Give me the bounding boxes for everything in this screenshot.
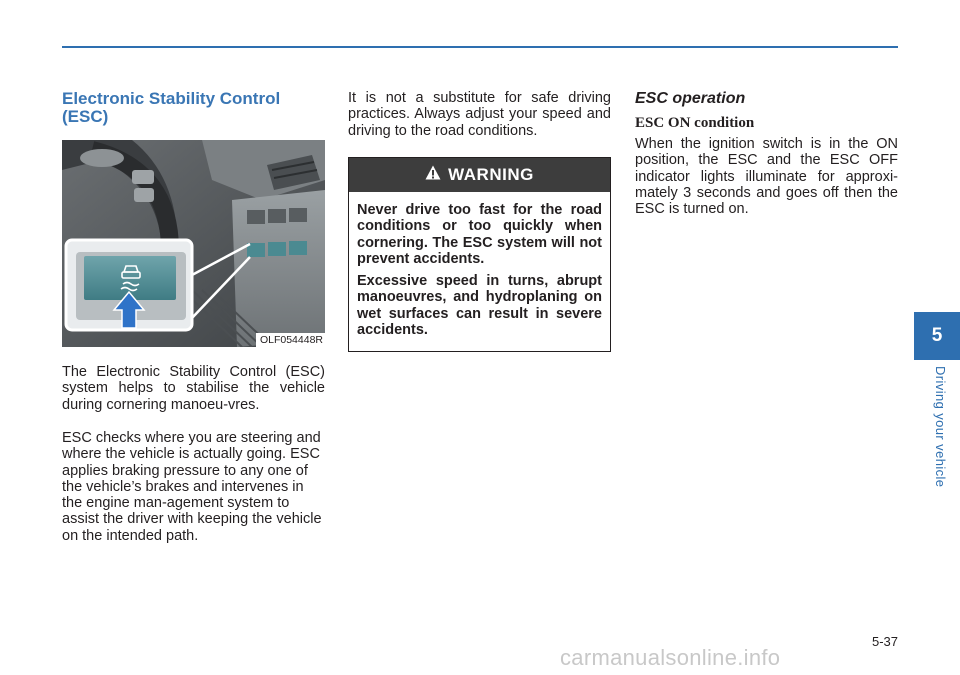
esc-button-figure bbox=[62, 140, 325, 347]
esc-operation-title: ESC operation bbox=[635, 90, 746, 107]
header-rule bbox=[62, 46, 898, 48]
column-1 bbox=[62, 90, 325, 126]
esc-on-paragraph: When the ignition switch is in the ON position, the ESC and the ESC OFF indicator lights illuminate for approxi-mately 3 seconds and goes off then the ESC is turned on. bbox=[635, 136, 898, 218]
warning-text-2: Excessive speed in turns, abrupt manoeuvres, and hydroplaning on wet surfaces can result in severe accidents. bbox=[357, 273, 602, 339]
figure-code: OLF054448R bbox=[256, 333, 325, 347]
column-3 bbox=[635, 90, 898, 218]
safety-paragraph: It is not a substitute for safe driving practices. Always adjust your speed and driving to the road conditions. bbox=[348, 90, 611, 139]
chapter-label: Driving your vehicle bbox=[933, 366, 948, 488]
section-title: Electronic Stability Control (ESC) bbox=[62, 89, 281, 126]
column-2 bbox=[348, 90, 611, 139]
esc-on-condition-title: ESC ON condition bbox=[635, 115, 755, 131]
warning-header bbox=[349, 158, 610, 192]
page-number: 5-37 bbox=[871, 634, 898, 649]
chapter-tab: 5 bbox=[914, 312, 960, 360]
warning-body bbox=[349, 192, 610, 338]
warning-triangle-icon bbox=[425, 165, 441, 185]
intro-paragraph: The Electronic Stability Control (ESC) system helps to stabilise the vehicle during cornering manoeu-vres. bbox=[62, 364, 325, 413]
watermark: carmanualsonline.info bbox=[560, 645, 781, 670]
esc-description-paragraph: ESC checks where you are steering and where the vehicle is actually going. ESC applies braking pressure to any one of the vehicle’s brakes and intervenes in the engine man-agement system to assist the driver with keeping the vehicle on the intended path. bbox=[62, 430, 322, 544]
warning-title: WARNING bbox=[448, 165, 534, 184]
dashboard-illustration bbox=[62, 140, 325, 347]
warning-box bbox=[348, 157, 611, 352]
warning-text-1: Never drive too fast for the road conditions or too quickly when cornering. The ESC system will not prevent accidents. bbox=[357, 202, 602, 267]
